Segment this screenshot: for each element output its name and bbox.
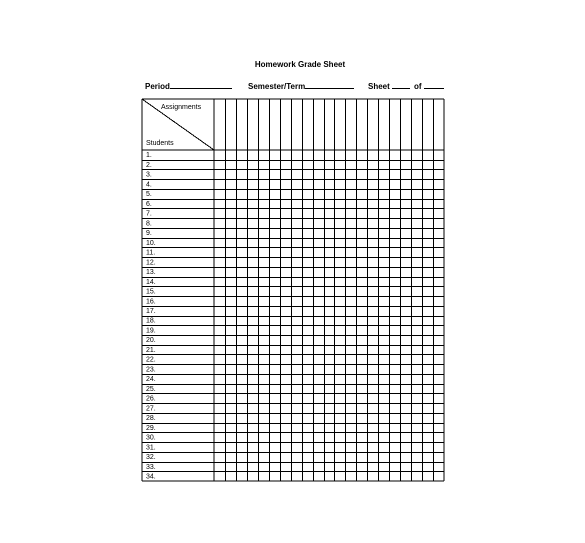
sheet-title: Homework Grade Sheet xyxy=(254,60,346,69)
student-row-number: 5. xyxy=(146,191,152,199)
student-row-number: 16. xyxy=(146,298,156,306)
student-row-number: 4. xyxy=(146,181,152,189)
student-row-number: 29. xyxy=(146,424,156,432)
student-row-number: 14. xyxy=(146,278,156,286)
student-row-number: 18. xyxy=(146,317,156,325)
students-header-label: Students xyxy=(146,140,174,147)
student-row-number: 26. xyxy=(146,395,156,403)
student-row-number: 19. xyxy=(146,327,156,335)
student-row-number: 9. xyxy=(146,230,152,238)
student-row-number: 21. xyxy=(146,346,156,354)
student-row-number: 30. xyxy=(146,434,156,442)
student-row-number: 31. xyxy=(146,444,156,452)
student-row-number: 2. xyxy=(146,161,152,169)
student-row-number: 23. xyxy=(146,366,156,374)
period-label: Period xyxy=(145,82,170,91)
student-row-number: 6. xyxy=(146,200,152,208)
student-row-number: 7. xyxy=(146,210,152,218)
student-row-number: 28. xyxy=(146,415,156,423)
student-row-number: 12. xyxy=(146,259,156,267)
student-row-number: 8. xyxy=(146,220,152,228)
student-row-number: 17. xyxy=(146,308,156,315)
student-row-number: 11. xyxy=(146,249,156,257)
student-row-number: 20. xyxy=(146,337,156,345)
student-row-number: 25. xyxy=(146,385,156,393)
student-row-number: 32. xyxy=(146,454,156,462)
student-row-number: 3. xyxy=(146,171,152,179)
student-row-number: 15. xyxy=(146,288,156,296)
student-row-number: 22. xyxy=(146,356,156,364)
student-row-number: 13. xyxy=(146,269,156,277)
semester-label: Semester/Term xyxy=(248,82,306,91)
student-row-number: 27. xyxy=(146,405,156,413)
student-row-number: 1. xyxy=(146,152,152,160)
student-row-number: 33. xyxy=(146,463,156,471)
student-row-number: 34. xyxy=(146,473,156,481)
of-label: of xyxy=(414,82,422,91)
student-row-number: 24. xyxy=(146,376,156,384)
student-row-number: 10. xyxy=(146,239,156,247)
sheet-label: Sheet xyxy=(368,82,390,91)
assignments-header-label: Assignments xyxy=(161,104,202,111)
